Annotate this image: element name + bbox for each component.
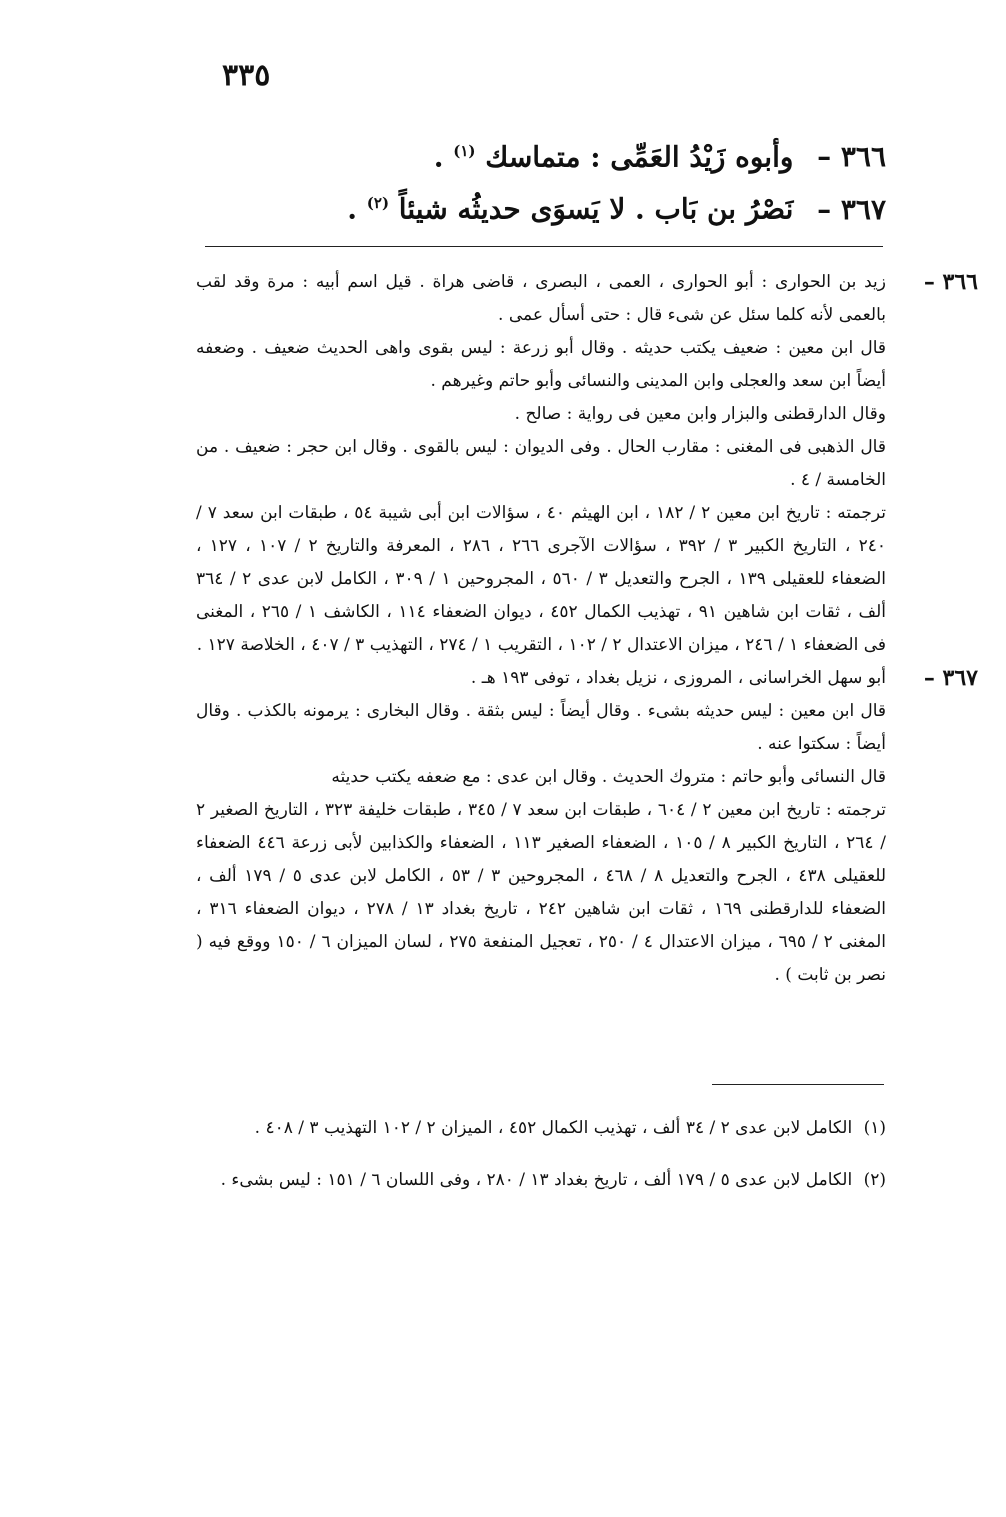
commentary-paragraph: ترجمته : تاريخ ابن معين ٢ / ١٨٢ ، ابن الهيثم ٤٠ ، سؤالات ابن أبى شيبة ٥٤ ، طبقات ابن سعد ٧ / ٢٤٠ ، التاريخ الكبير ٣ / ٣٩٢ ، سؤالات الآجرى ٢٦٦ ، ٢٨٦ ، المعرفة والتاريخ ٢ / ١٠٧ ، ١٢٧ ، الضعفاء للعقيلى ١٣٩ ، الجرح والتعديل ٣ / ٥٦٠ ، المجروحين ١ / ٣٠٩ ، الكامل لابن عدى ٢ / ٣٦٤ ألف ، ثقات ابن شاهين ٩١ ، تهذيب الكمال ٤٥٢ ، ديوان الضعفاء ١١٤ ، الكاشف ١ / ٢٦٥ ، المغنى فى الضعفاء ١ / ٢٤٦ ، ميزان الاعتدال ٢ / ١٠٢ ، التقريب ١ / ٢٧٤ ، التهذيب ٣ / ٤٠٧ ، الخلاصة ١٢٧ . (196, 503, 886, 655)
footnote-text: الكامل لابن عدى ٥ / ١٧٩ ألف ، تاريخ بغداد ١٣ / ٢٨٠ ، وفى اللسان ٦ / ١٥١ : ليس بشىء . (220, 1170, 853, 1190)
footnote-ref[interactable]: (١) (453, 142, 476, 160)
section-divider (205, 246, 883, 247)
main-entry (126, 180, 886, 232)
footnote-text: الكامل لابن عدى ٢ / ٣٤ ألف ، تهذيب الكمال ٤٥٢ ، الميزان ٢ / ١٠٢ التهذيب ٣ / ٤٠٨ . (254, 1118, 853, 1138)
commentary-paragraph: قال ابن معين : ضعيف يكتب حديثه . وقال أبو زرعة : ليس بقوى واهى الحديث ضعيف . وضعفه أيضاً ابن سعد والعجلى وابن المدينى والنسائى وأبو حاتم وغيرهم . (196, 338, 886, 391)
commentary-number: ٣٦٦ – (923, 269, 978, 295)
commentary-section (196, 266, 978, 992)
footnote-number: (١) (863, 1118, 886, 1138)
footnote-ref[interactable]: (٢) (366, 194, 390, 213)
main-entries (126, 128, 886, 233)
commentary-paragraph: ترجمته : تاريخ ابن معين ٢ / ٦٠٤ ، طبقات ابن سعد ٧ / ٣٤٥ ، طبقات خليفة ٣٢٣ ، التاريخ الصغير ٢ / ٢٦٤ ، التاريخ الكبير ٨ / ١٠٥ ، الضعفاء الصغير ١١٣ ، الضعفاء والكذابين لأبى زرعة ٤٤٦ الضعفاء للعقيلى ٤٣٨ ، الجرح والتعديل ٨ / ٤٦٨ ، المجروحين ٣ / ٥٣ ، الكامل لابن عدى ٥ / ١٧٩ ألف ، الضعفاء للدارقطنى ١٦٩ ، ثقات ابن شاهين ٢٤٢ ، تاريخ بغداد ١٣ / ٢٧٨ ، ديوان الضعفاء ٣١٦ ، المغنى ٢ / ٦٩٥ ، ميزان الاعتدال ٤ / ٢٥٠ ، تعجيل المنفعة ٢٧٥ ، لسان الميزان ٦ / ١٥٠ ووقع فيه ( نصر بن ثابت ) . (196, 800, 886, 985)
entry-number: ٣٦٧ – (817, 192, 886, 226)
commentary-paragraph: وقال الدارقطنى والبزار وابن معين فى رواية : صالح . (514, 404, 886, 424)
footnote-divider (712, 1084, 884, 1085)
commentary-paragraph: قال الذهبى فى المغنى : مقارب الحال . وفى الديوان : ليس بالقوى . وقال ابن حجر : ضعيف . من الخامسة / ٤ . (196, 437, 886, 490)
commentary-paragraph: أبو سهل الخراسانى ، المروزى ، نزيل بغداد ، توفى ١٩٣ هـ . (470, 668, 886, 688)
entry-number: ٣٦٦ – (817, 140, 886, 174)
entry-end: . (347, 192, 358, 226)
footnote-number: (٢) (863, 1170, 886, 1190)
entry-text: نَصْرُ بن بَاب . لا يَسوَى حديثُه شيئاً (398, 192, 794, 226)
commentary-paragraph: قال النسائى وأبو حاتم : متروك الحديث . وقال ابن عدى : مع ضعفه يكتب حديثه (331, 767, 886, 787)
commentary-number: ٣٦٧ – (923, 665, 978, 691)
commentary-paragraph: قال ابن معين : ليس حديثه بشىء . وقال أيضاً : ليس بثقة . وقال البخارى : يرمونه بالكذب . وقال أيضاً : سكتوا عنه . (196, 701, 886, 754)
entry-end: . (433, 140, 444, 174)
footnote (186, 1108, 886, 1148)
footnotes-section (186, 1108, 886, 1212)
entry-text: وأبوه زَيْدُ العَمِّى : متماسك (485, 140, 794, 174)
commentary-paragraph: زيد بن الحوارى : أبو الحوارى ، العمى ، البصرى ، قاضى هراة . قيل اسم أبيه : مرة وقد لقب بالعمى لأنه كلما سئل عن شىء قال : حتى أسأل عمى . (196, 272, 886, 325)
main-entry (126, 128, 886, 180)
footnote (186, 1160, 886, 1200)
commentary-entry (196, 266, 978, 662)
page-number: ٣٣٥ (222, 58, 271, 93)
commentary-entry (196, 662, 978, 992)
